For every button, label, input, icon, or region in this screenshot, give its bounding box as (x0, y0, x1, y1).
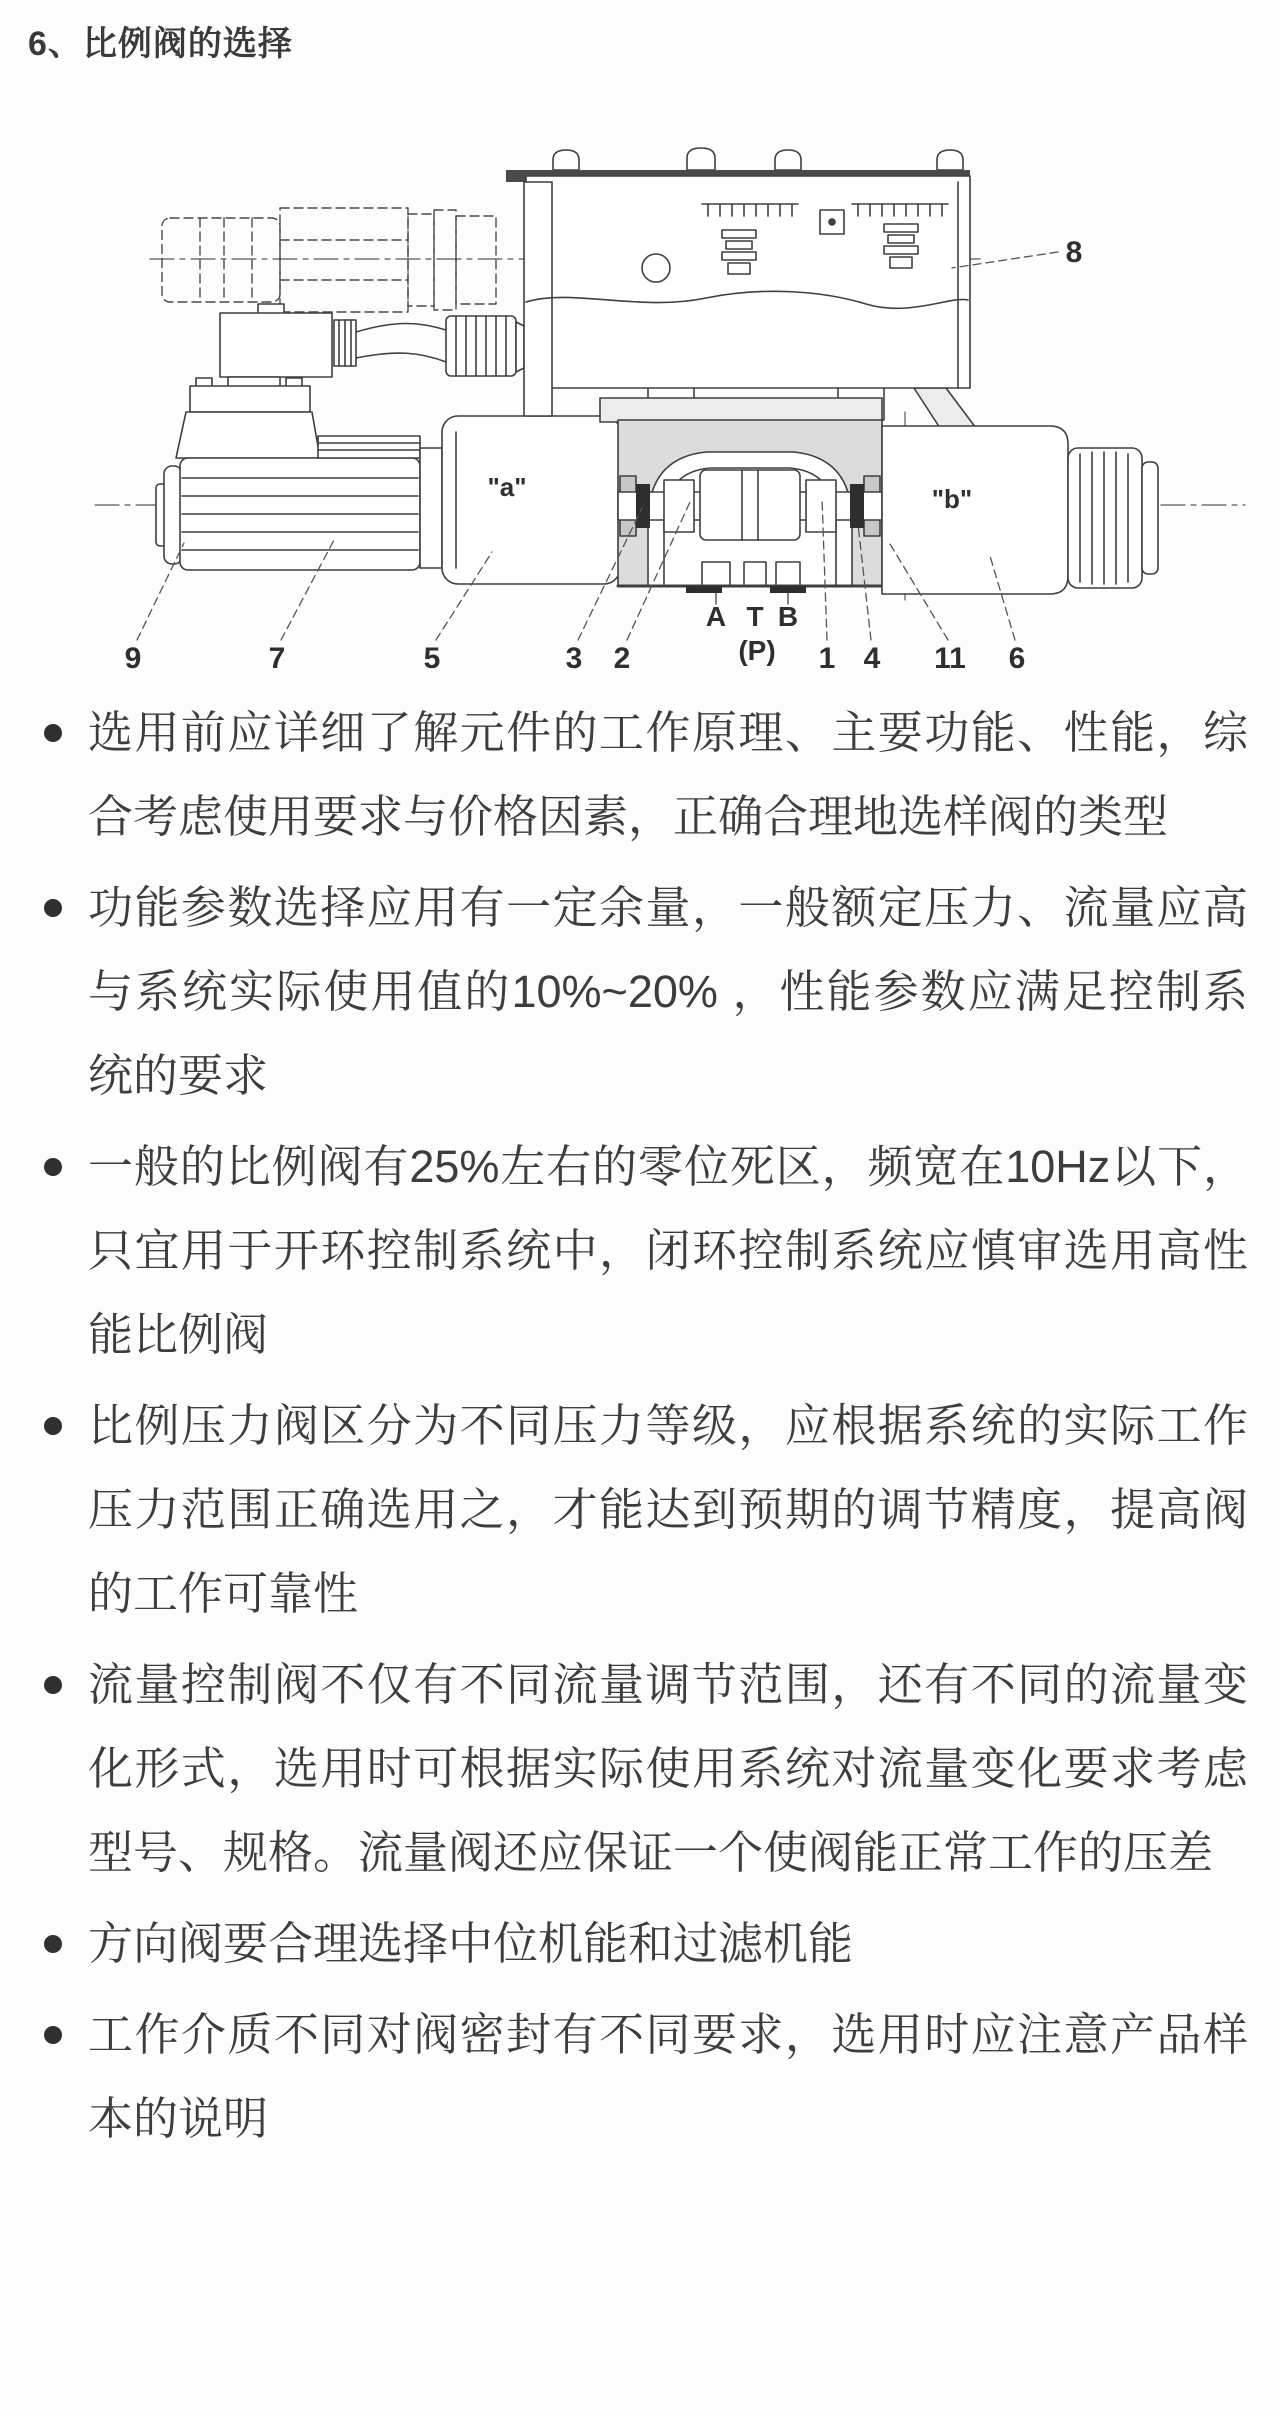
right-adjust-knob (1068, 448, 1158, 588)
bullet-marker (44, 1676, 62, 1694)
callout-8: 8 (1065, 236, 1083, 269)
list-item-text: 流量控制阀不仅有不同流量调节范围，还有不同的流量变化形式，选用时可根据实际使用系统对流量变化要求考虑型号、规格。流量阀还应保证一个使阀能正常工作的压差 (88, 1659, 1248, 1878)
bullet-marker (44, 899, 62, 917)
list-item-text: 选用前应详细了解元件的工作原理、主要功能、性能，综合考虑使用要求与价格因素，正确合理地选样阀的类型 (88, 707, 1248, 842)
callout-5: 5 (423, 642, 441, 675)
position-sensor-phantom (162, 208, 496, 312)
bullet-marker (44, 724, 62, 742)
bullet-marker (44, 1935, 62, 1953)
port-label-t: T (746, 601, 764, 632)
solenoid-mount (176, 378, 320, 458)
page-title: 6、比例阀的选择 (28, 25, 293, 63)
port-label-a: A (705, 601, 727, 632)
port-label-p: (P) (738, 635, 776, 666)
callout-9: 9 (124, 642, 142, 675)
cable-gland (446, 316, 524, 376)
valve-chamber-a (442, 416, 620, 584)
chamber-label-b: "b" (931, 484, 973, 514)
callout-11: 11 (934, 642, 966, 675)
list-item-text: 工作介质不同对阀密封有不同要求，选用时应注意产品样本的说明 (88, 2009, 1248, 2144)
callout-6: 6 (1008, 642, 1026, 675)
list-item-text: 方向阀要合理选择中位机能和过滤机能 (88, 1918, 854, 1969)
valve-body-section (600, 398, 882, 593)
electronics-housing (506, 148, 970, 416)
callout-2: 2 (613, 642, 631, 675)
bullet-marker (44, 2026, 62, 2044)
list-item (44, 1902, 1248, 1986)
list-item-text: 比例压力阀区分为不同压力等级，应根据系统的实际工作压力范围正确选用之，才能达到预期的调节精度，提高阀的工作可靠性 (88, 1400, 1248, 1619)
callout-3: 3 (565, 642, 583, 675)
callout-1: 1 (818, 642, 836, 675)
valve-chamber-b (882, 388, 1068, 594)
list-item (44, 1125, 1248, 1377)
callout-7: 7 (268, 642, 286, 675)
chamber-label-a: "a" (487, 472, 527, 502)
list-item-text: 一般的比例阀有25%左右的零位死区，频宽在10Hz以下，只宜用于开环控制系统中，闭环控制系统应慎审选用高性能比例阀 (88, 1141, 1248, 1360)
bullet-marker (44, 1158, 62, 1176)
list-item (44, 691, 1248, 859)
callout-4: 4 (863, 642, 881, 675)
list-item (44, 1993, 1248, 2161)
list-item (44, 1384, 1248, 1636)
selection-guideline-list (44, 691, 1248, 2168)
proportional-valve-diagram (0, 0, 1280, 700)
port-label-b: B (777, 601, 799, 632)
cable (356, 324, 446, 363)
list-item (44, 866, 1248, 1118)
bullet-marker (44, 1417, 62, 1435)
list-item-text: 功能参数选择应用有一定余量，一般额定压力、流量应高与系统实际使用值的10%~20% ，性能参数应满足控制系统的要求 (88, 882, 1248, 1101)
list-item (44, 1643, 1248, 1895)
